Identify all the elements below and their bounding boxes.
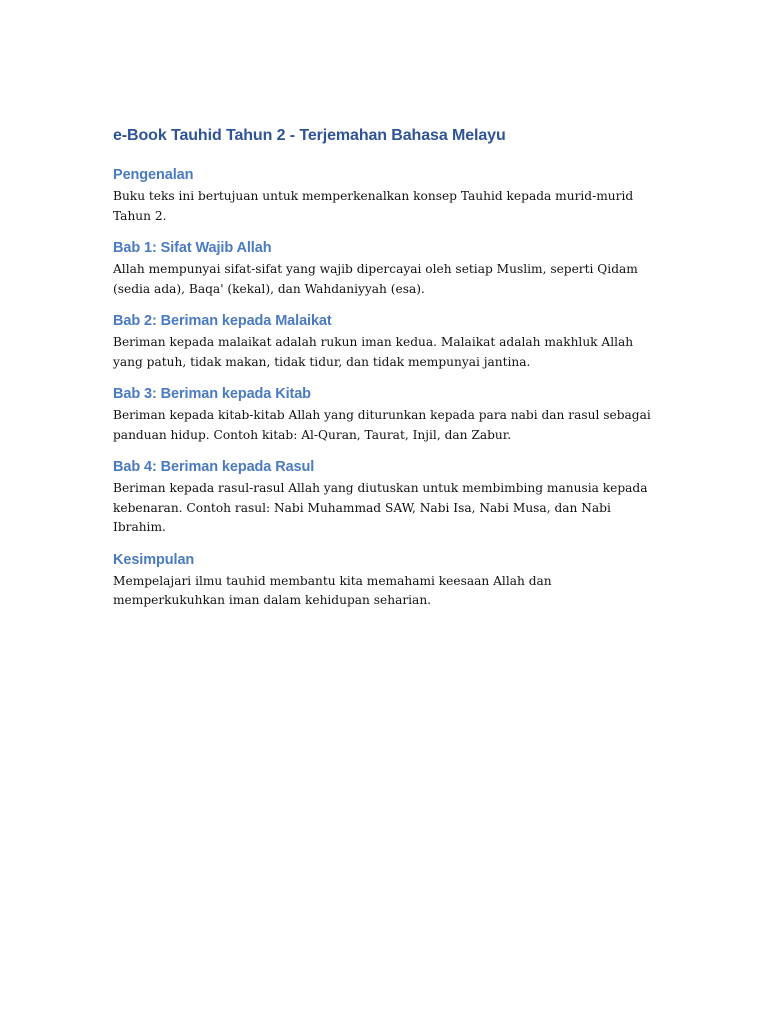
section-heading: Kesimpulan [113,551,195,568]
section-pengenalan [113,165,658,226]
section-kesimpulan [113,550,658,611]
section-heading: Bab 4: Beriman kepada Rasul [113,459,315,475]
section-heading: Pengenalan [113,167,194,183]
section-bab-4 [113,457,658,538]
section-body: Allah mempunyai sifat-sifat yang wajib dipercayai oleh setiap Muslim, seperti Qidam (sedia ada), Baqa' (kekal), dan Wahdaniyyah (esa). [113,262,638,296]
section-heading: Bab 1: Sifat Wajib Allah [113,240,272,256]
section-body: Beriman kepada malaikat adalah rukun iman kedua. Malaikat adalah makhluk Allah yang patuh, tidak makan, tidak tidur, dan tidak mempunyai jantina. [113,335,634,369]
section-bab-2 [113,311,658,372]
section-heading: Bab 2: Beriman kepada Malaikat [113,313,332,329]
section-body: Mempelajari ilmu tauhid membantu kita memahami keesaan Allah dan memperkukuhkan iman dalam kehidupan seharian. [113,573,552,607]
section-body: Beriman kepada kitab-kitab Allah yang diturunkan kepada para nabi dan rasul sebagai panduan hidup. Contoh kitab: Al-Quran, Taurat, Injil, dan Zabur. [113,408,651,442]
section-bab-3 [113,384,658,445]
document-title: e-Book Tauhid Tahun 2 - Terjemahan Bahasa Melayu [113,127,506,144]
section-bab-1 [113,238,658,299]
section-body: Beriman kepada rasul-rasul Allah yang diutuskan untuk membimbing manusia kepada kebenaran. Contoh rasul: Nabi Muhammad SAW, Nabi Isa, Nabi Musa, dan Nabi Ibrahim. [113,481,648,534]
document-page [113,126,658,623]
section-body: Buku teks ini bertujuan untuk memperkenalkan konsep Tauhid kepada murid-murid Tahun 2. [113,189,634,223]
section-heading: Bab 3: Beriman kepada Kitab [113,386,311,402]
